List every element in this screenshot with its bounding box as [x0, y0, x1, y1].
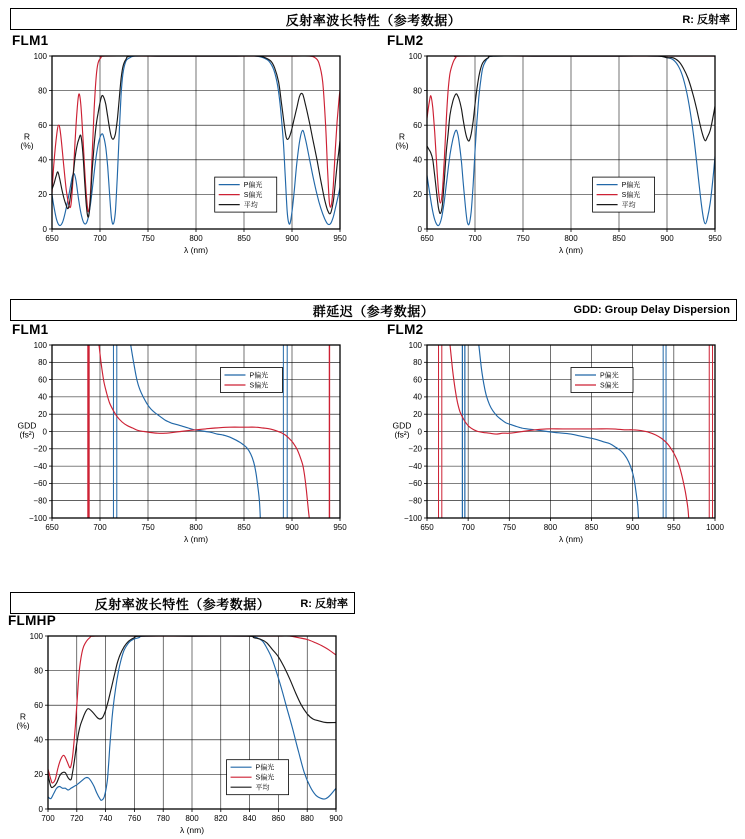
chart-title: FLM2: [387, 322, 424, 337]
chart-flm2-gdd: [387, 322, 739, 545]
y-axis-title: R: [398, 131, 406, 142]
x-axis-title: λ (nm): [183, 534, 209, 544]
y-tick-label: 80: [413, 86, 422, 96]
legend-label: 平均: [621, 202, 636, 210]
y-tick-label: 20: [38, 190, 47, 200]
x-axis-title: λ (nm): [558, 245, 584, 255]
x-tick-label: 860: [271, 814, 286, 823]
y-tick-label: 80: [38, 86, 47, 96]
legend: [571, 367, 633, 392]
x-tick-label: 850: [612, 234, 626, 243]
y-tick-label: 0: [42, 224, 47, 234]
legend-label: S偏光: [621, 192, 641, 200]
legend-label: S偏光: [249, 382, 269, 390]
y-axis-title: R: [23, 131, 31, 142]
chart-plot: [8, 630, 360, 836]
chart-flm2-reflectivity: [387, 33, 739, 256]
y-axis-title: (%): [395, 140, 409, 151]
chart-title: FLM2: [387, 33, 424, 48]
y-tick-label: −60: [33, 479, 47, 489]
chart-plot: [12, 50, 364, 256]
x-tick-label: 700: [468, 234, 482, 243]
x-axis-title: λ (nm): [183, 245, 209, 255]
y-tick-label: −60: [408, 479, 422, 489]
x-tick-label: 800: [564, 234, 578, 243]
section-header-reflectivity-2: [10, 592, 355, 614]
x-tick-label: 950: [333, 234, 347, 243]
x-tick-label: 820: [214, 814, 228, 823]
x-tick-label: 700: [93, 523, 107, 532]
y-axis-title: R: [19, 711, 27, 722]
x-tick-label: 700: [93, 234, 107, 243]
x-tick-label: 850: [584, 523, 599, 532]
x-tick-label: 650: [420, 523, 434, 532]
y-tick-label: 40: [38, 392, 47, 402]
x-tick-label: 950: [708, 234, 722, 243]
section-right-label: R: 反射率: [300, 598, 348, 610]
legend: [227, 760, 289, 795]
y-tick-label: 0: [42, 427, 47, 437]
section-title: 反射率波长特性（参考数据）: [94, 596, 271, 612]
x-tick-label: 750: [141, 523, 155, 532]
section-header-reflectivity-1: [10, 8, 737, 30]
chart-title: FLMHP: [8, 613, 56, 628]
x-tick-label: 720: [70, 814, 84, 823]
legend-label: S偏光: [255, 774, 275, 782]
y-tick-label: 60: [34, 701, 43, 710]
legend: [215, 177, 277, 212]
y-tick-label: −100: [403, 513, 422, 523]
chart-canvas: [8, 630, 360, 836]
y-tick-label: 100: [408, 51, 422, 61]
grid: [52, 56, 340, 229]
x-tick-label: 750: [502, 523, 516, 532]
y-tick-label: 60: [38, 375, 47, 385]
y-tick-label: −80: [408, 496, 422, 506]
y-tick-label: 40: [38, 155, 47, 165]
y-tick-label: 40: [34, 735, 43, 745]
y-axis-title: (%): [20, 140, 34, 151]
x-tick-label: 800: [543, 523, 558, 532]
y-tick-label: −40: [33, 461, 47, 471]
grid: [427, 56, 715, 229]
chart-plot: [387, 50, 739, 256]
x-tick-label: 780: [156, 814, 170, 823]
section-header-gdd: [10, 299, 737, 321]
legend-label: 平均: [243, 202, 258, 210]
chart-canvas: [387, 339, 739, 545]
x-tick-label: 840: [242, 814, 257, 823]
x-tick-label: 950: [333, 523, 347, 532]
legend-label: S偏光: [243, 192, 263, 200]
y-tick-label: −100: [28, 513, 47, 523]
legend-label: P偏光: [243, 182, 263, 190]
y-tick-label: 100: [33, 340, 47, 350]
x-tick-label: 650: [45, 234, 59, 243]
x-tick-label: 700: [461, 523, 475, 532]
chart-flmhp-reflectivity: [8, 613, 360, 836]
chart-title: FLM1: [12, 322, 49, 337]
y-axis-title: (fs²): [19, 429, 35, 440]
x-tick-label: 850: [237, 523, 251, 532]
y-tick-label: 80: [413, 358, 422, 368]
legend-label: P偏光: [621, 182, 641, 190]
x-tick-label: 800: [189, 523, 203, 532]
x-tick-label: 900: [285, 523, 299, 532]
y-tick-label: 20: [413, 410, 422, 419]
x-tick-label: 1000: [706, 523, 724, 532]
y-tick-label: 60: [38, 121, 47, 130]
chart-canvas: [12, 50, 364, 256]
y-tick-label: 0: [417, 427, 422, 437]
section-title: 群延迟（参考数据）: [312, 303, 435, 319]
y-tick-label: 40: [413, 392, 422, 402]
chart-plot: [387, 339, 739, 545]
x-axis-title: λ (nm): [558, 534, 584, 544]
y-tick-label: 0: [417, 224, 422, 234]
legend-label: S偏光: [600, 382, 619, 390]
chart-plot: [12, 339, 364, 545]
x-tick-label: 900: [285, 234, 299, 243]
chart-title: FLM1: [12, 33, 49, 48]
x-tick-label: 900: [329, 814, 343, 823]
x-tick-label: 750: [141, 234, 155, 243]
y-axis-title: GDD: [392, 420, 412, 431]
x-tick-label: 700: [41, 814, 55, 823]
y-tick-label: 20: [34, 770, 43, 780]
x-tick-label: 750: [516, 234, 530, 243]
y-tick-label: 60: [413, 375, 422, 385]
tick-labels: [409, 52, 723, 243]
legend-label: P偏光: [600, 372, 619, 380]
legend-label: P偏光: [255, 764, 275, 772]
legend-label: 平均: [255, 784, 270, 792]
chart-flm1-gdd: [12, 322, 364, 545]
x-tick-label: 760: [127, 814, 142, 823]
y-axis-title: (%): [16, 720, 30, 731]
x-axis-title: λ (nm): [179, 825, 205, 835]
y-axis-title: (fs²): [394, 429, 410, 440]
y-tick-label: 100: [408, 340, 422, 350]
y-axis-title: GDD: [17, 420, 37, 431]
y-tick-label: −80: [33, 496, 47, 506]
y-tick-label: −40: [408, 461, 422, 471]
chart-canvas: [12, 339, 364, 545]
chart-canvas: [387, 50, 739, 256]
grid: [48, 636, 336, 809]
x-tick-label: 900: [660, 234, 674, 243]
x-tick-label: 650: [45, 523, 59, 532]
y-tick-label: 80: [38, 358, 47, 368]
y-tick-label: −20: [408, 444, 422, 454]
y-tick-label: 60: [413, 121, 422, 130]
y-tick-label: 20: [38, 410, 47, 419]
y-tick-label: 80: [34, 666, 43, 676]
section-title: 反射率波长特性（参考数据）: [285, 12, 462, 28]
legend: [220, 367, 282, 392]
x-tick-label: 900: [626, 523, 640, 532]
y-tick-label: −20: [33, 444, 47, 454]
y-tick-label: 40: [413, 155, 422, 165]
legend-label: P偏光: [249, 372, 269, 380]
legend: [593, 177, 655, 212]
x-tick-label: 800: [189, 234, 203, 243]
x-tick-label: 950: [667, 523, 681, 532]
y-tick-label: 20: [413, 190, 422, 200]
y-tick-label: 100: [33, 51, 47, 61]
x-tick-label: 740: [98, 814, 113, 823]
section-right-label: R: 反射率: [682, 14, 730, 26]
grid: [52, 345, 340, 518]
x-tick-label: 650: [420, 234, 434, 243]
x-tick-label: 850: [237, 234, 251, 243]
y-tick-label: 100: [29, 631, 43, 641]
x-tick-label: 800: [185, 814, 199, 823]
chart-flm1-reflectivity: [12, 33, 364, 256]
x-tick-label: 880: [300, 814, 314, 823]
tick-labels: [29, 341, 347, 532]
y-tick-label: 0: [38, 804, 43, 814]
section-right-label: GDD: Group Delay Dispersion: [573, 304, 730, 316]
